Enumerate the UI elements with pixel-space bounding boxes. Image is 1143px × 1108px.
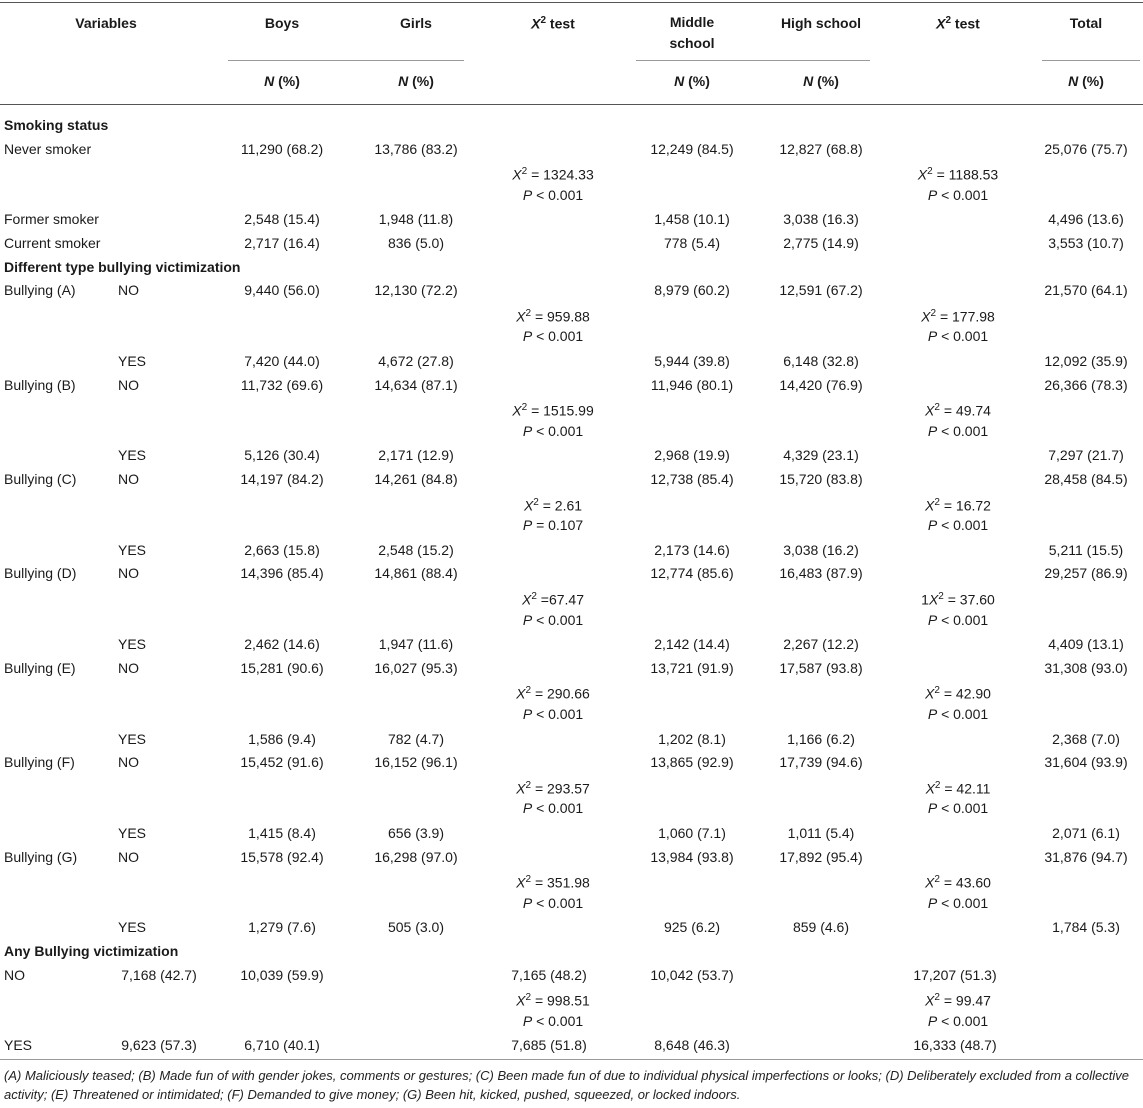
bullying-gender-test-p-value: P = 0.107 — [522, 517, 584, 534]
cell-total: 7,297 (21.7) — [1048, 447, 1124, 464]
cell-middle: 2,173 (14.6) — [654, 541, 730, 558]
bullying-row-yes — [0, 728, 1143, 750]
level-label: YES — [118, 636, 147, 653]
bullying-type-label: Bullying (A) — [4, 282, 76, 299]
cell-total: 2,071 (6.1) — [1052, 825, 1120, 841]
bullying-type-label: Bullying (F) — [4, 754, 75, 771]
smoking-gender-test-chi-square: $X^2 = 1324.33$ — [512, 166, 594, 183]
cell-high: 2,775 (14.9) — [783, 235, 859, 251]
cell-high: 859 (4.6) — [792, 919, 850, 936]
cell-high: 12,827 (68.8) — [779, 140, 863, 157]
bullying-gender-test-p-value: P < 0.001 — [522, 800, 584, 817]
level-label: YES — [118, 541, 147, 558]
smoking-school-test-chi-square: $X^2 = 1188.53$ — [917, 166, 999, 183]
cell-high: 17,739 (94.6) — [779, 754, 863, 771]
cell-high: 3,038 (16.2) — [783, 541, 859, 558]
bullying-row-yes — [0, 539, 1143, 561]
level-label: NO — [118, 565, 139, 582]
cell-girls: 14,861 (88.4) — [374, 565, 458, 582]
sub-rule-total — [1042, 60, 1140, 61]
cell-boys: 15,452 (91.6) — [240, 754, 324, 771]
header-n-high: N (%) — [803, 73, 839, 89]
bullying-school-test-chi-square: $X^2 = 16.72$ — [925, 496, 991, 514]
cell-total: 5,211 (15.5) — [1048, 541, 1124, 558]
cell-girls: 1,947 (11.6) — [378, 636, 454, 653]
smoking-row — [0, 232, 1143, 254]
cell-total: 2,368 (7.0) — [1052, 730, 1120, 747]
cell-girls: 836 (5.0) — [387, 235, 445, 251]
row-label: YES — [4, 1037, 33, 1054]
level-label: NO — [118, 282, 139, 299]
bullying-row-yes — [0, 633, 1143, 655]
any-bullying-test-a-chi-square: $X^2 = 998.51$ — [516, 992, 590, 1009]
cell-total: 31,308 (93.0) — [1044, 659, 1128, 676]
bullying-school-test-chi-square: $X^2 = 42.11$ — [925, 779, 991, 797]
bullying-type-label: Bullying (D) — [4, 565, 77, 582]
level-label: NO — [118, 376, 139, 393]
section-any-bullying-label: Any Bullying victimization — [4, 943, 179, 959]
cell-col4: 8,648 (46.3) — [654, 1037, 730, 1054]
footnote: (A) Maliciously teased; (B) Made fun of with gender jokes, comments or gestures; (C) Been made fun of due to individual physical imperfections or looks; (D) Deliberately excluded from a collective activity; (E) Threatened or intimidated; (F) Demanded to give money; (G) Been hit, kicked, pushed, squeezed, or locked indoors. — [4, 1068, 1130, 1102]
cell-boys: 11,732 (69.6) — [240, 376, 324, 393]
any-bullying-row-no — [0, 964, 1143, 986]
cell-middle: 2,142 (14.4) — [654, 636, 730, 653]
cell-middle: 1,202 (8.1) — [658, 730, 726, 747]
header-high-school: High school — [780, 15, 862, 31]
cell-high: 14,420 (76.9) — [779, 376, 863, 393]
bullying-school-test-p-value: P < 0.001 — [927, 611, 989, 628]
bullying-gender-test-chi-square: $X^2 = 2.61$ — [523, 496, 583, 514]
cell-middle: 11,946 (80.1) — [650, 376, 734, 393]
header-n-boys: N (%) — [264, 73, 300, 89]
cell-high: 12,591 (67.2) — [779, 282, 863, 299]
cell-high: 15,720 (83.8) — [779, 471, 863, 487]
cell-middle: 8,979 (60.2) — [654, 282, 730, 299]
cell-boys: 2,717 (16.4) — [244, 235, 320, 251]
cell-girls: 505 (3.0) — [387, 919, 445, 936]
cell-high: 2,267 (12.2) — [783, 636, 859, 653]
bullying-row-yes — [0, 444, 1143, 466]
cell-total: 25,076 (75.7) — [1044, 140, 1128, 157]
cell-high: 3,038 (16.3) — [783, 211, 859, 228]
bullying-gender-test-p-value: P < 0.001 — [522, 422, 584, 439]
cell-col2: 6,710 (40.1) — [244, 1037, 320, 1054]
row-label: NO — [4, 966, 25, 983]
top-rule — [0, 2, 1143, 3]
cell-girls: 13,786 (83.2) — [374, 140, 458, 157]
cell-middle: 12,774 (85.6) — [650, 565, 734, 582]
cell-girls: 1,948 (11.8) — [378, 211, 454, 228]
row-label: Former smoker — [4, 211, 99, 228]
bullying-type-label: Bullying (E) — [4, 659, 76, 676]
cell-col5: 17,207 (51.3) — [913, 966, 997, 983]
bullying-row-no — [0, 374, 1143, 396]
cell-high: 16,483 (87.9) — [779, 565, 863, 582]
bullying-school-test-p-value: P < 0.001 — [927, 800, 989, 817]
bullying-school-test-chi-square: $X^2 = 49.74$ — [925, 402, 991, 419]
bullying-row-yes — [0, 822, 1143, 844]
cell-total: 4,409 (13.1) — [1048, 636, 1124, 653]
cell-boys: 11,290 (68.2) — [240, 140, 324, 157]
header-total: Total — [1069, 15, 1103, 31]
cell-girls: 14,634 (87.1) — [374, 376, 458, 393]
cell-girls: 16,298 (97.0) — [374, 848, 458, 865]
cell-middle: 13,721 (91.9) — [650, 659, 734, 676]
cell-total: 28,458 (84.5) — [1044, 471, 1128, 487]
cell-boys: 15,578 (92.4) — [240, 848, 324, 865]
smoking-row — [0, 208, 1143, 230]
bullying-row-no — [0, 751, 1143, 773]
cell-boys: 7,420 (44.0) — [244, 353, 320, 369]
cell-boys: 5,126 (30.4) — [244, 447, 320, 464]
header-girls: Girls — [400, 15, 432, 31]
header-boys: Boys — [264, 15, 300, 31]
cell-col5: 16,333 (48.7) — [913, 1037, 997, 1054]
cell-middle: 5,944 (39.8) — [654, 353, 730, 369]
cell-girls: 656 (3.9) — [387, 825, 445, 841]
bullying-gender-test-chi-square: $X^2 = 959.88$ — [516, 307, 590, 325]
header-n-girls: N (%) — [398, 73, 434, 89]
cell-middle: 13,984 (93.8) — [650, 848, 734, 865]
cell-total: 21,570 (64.1) — [1044, 282, 1128, 299]
bullying-row-no — [0, 657, 1143, 679]
bullying-row-no — [0, 846, 1143, 868]
header-x2-test-school: $X^2$ test — [936, 15, 980, 32]
bullying-row-yes — [0, 350, 1143, 372]
smoking-row — [0, 138, 1143, 160]
bullying-school-test-p-value: P < 0.001 — [927, 706, 989, 722]
any-bullying-test-a-p-value: P < 0.001 — [522, 1012, 584, 1029]
cell-boys: 1,415 (8.4) — [248, 825, 316, 841]
sub-rule-gender — [228, 60, 464, 61]
cell-middle: 925 (6.2) — [663, 919, 721, 936]
cell-girls: 4,672 (27.8) — [378, 353, 454, 369]
level-label: YES — [118, 447, 147, 464]
level-label: YES — [118, 919, 147, 936]
cell-total: 4,496 (13.6) — [1048, 211, 1124, 228]
cell-middle: 13,865 (92.9) — [650, 754, 734, 771]
smoking-school-test-p-value: P < 0.001 — [927, 186, 989, 203]
cell-girls: 16,152 (96.1) — [374, 754, 458, 771]
bullying-gender-test-p-value: P < 0.001 — [522, 894, 584, 911]
smoking-gender-test-p-value: P < 0.001 — [522, 186, 584, 203]
cell-middle: 778 (5.4) — [663, 235, 721, 251]
level-label: YES — [118, 825, 147, 841]
cell-girls: 2,171 (12.9) — [378, 447, 454, 464]
cell-total: 3,553 (10.7) — [1048, 235, 1124, 251]
cell-boys: 14,197 (84.2) — [240, 471, 324, 487]
bullying-gender-test-chi-square: $X^2 = 1515.99$ — [512, 402, 594, 419]
level-label: NO — [118, 471, 139, 487]
cell-total: 29,257 (86.9) — [1044, 565, 1128, 582]
level-label: NO — [118, 659, 139, 676]
section-smoking-status-label: Smoking status — [4, 117, 109, 133]
section-any-bullying — [0, 940, 1143, 962]
cell-middle: 12,738 (85.4) — [650, 471, 734, 487]
level-label: NO — [118, 754, 139, 771]
cell-girls: 14,261 (84.8) — [374, 471, 458, 487]
cell-boys: 14,396 (85.4) — [240, 565, 324, 582]
bullying-gender-test-p-value: P < 0.001 — [522, 328, 584, 345]
row-label: Current smoker — [4, 235, 101, 251]
bullying-school-test-chi-square: $X^2 = 42.90$ — [925, 685, 991, 703]
any-bullying-test-b-p-value: P < 0.001 — [927, 1012, 989, 1029]
cell-girls: 16,027 (95.3) — [374, 659, 458, 676]
cell-col2: 10,039 (59.9) — [240, 966, 324, 983]
bullying-school-test-chi-square: $X^2 = 177.98$ — [921, 307, 995, 325]
cell-total: 12,092 (35.9) — [1044, 353, 1128, 369]
cell-middle: 1,458 (10.1) — [654, 211, 730, 228]
section-bullying-types-label: Different type bullying victimization — [4, 258, 241, 275]
header-middle-school: Middle school — [669, 14, 715, 51]
header-x2-test-gender: $X^2$ test — [531, 15, 575, 32]
cell-high: 4,329 (23.1) — [783, 447, 859, 464]
bullying-gender-test-p-value: P < 0.001 — [522, 706, 584, 722]
cell-col3: 7,685 (51.8) — [511, 1037, 587, 1054]
bullying-gender-test-chi-square: $X^2 = 351.98$ — [516, 874, 590, 891]
bullying-gender-test-chi-square: $X^2 =67.47$ — [521, 591, 584, 608]
bullying-school-test-p-value: P < 0.001 — [927, 328, 989, 345]
cell-high: 6,148 (32.8) — [783, 353, 859, 369]
bullying-row-yes — [0, 916, 1143, 938]
any-bullying-test-b-chi-square: $X^2 = 99.47$ — [925, 992, 991, 1009]
cell-boys: 2,548 (15.4) — [244, 211, 320, 228]
cell-boys: 9,440 (56.0) — [244, 282, 320, 299]
bullying-school-test-p-value: P < 0.001 — [927, 517, 989, 534]
cell-col3: 7,165 (48.2) — [511, 966, 587, 983]
bullying-type-label: Bullying (G) — [4, 848, 78, 865]
cell-high: 1,011 (5.4) — [787, 825, 855, 841]
cell-total: 31,876 (94.7) — [1044, 848, 1128, 865]
section-smoking-status — [0, 114, 1143, 136]
bullying-gender-test-chi-square: $X^2 = 290.66$ — [516, 685, 590, 703]
header-variables: Variables — [75, 15, 137, 31]
header-n-middle: N (%) — [674, 73, 710, 89]
cell-boys: 1,279 (7.6) — [248, 919, 316, 936]
bullying-row-no — [0, 279, 1143, 301]
cell-girls: 12,130 (72.2) — [374, 282, 458, 299]
level-label: YES — [118, 730, 147, 747]
cell-total: 1,784 (5.3) — [1052, 919, 1120, 936]
cell-middle: 2,968 (19.9) — [654, 447, 730, 464]
bullying-gender-test-p-value: P < 0.001 — [522, 611, 584, 628]
bullying-school-test-p-value: P < 0.001 — [927, 422, 989, 439]
cell-col1: 7,168 (42.7) — [121, 966, 197, 983]
cell-high: 17,892 (95.4) — [779, 848, 863, 865]
header-bottom-rule — [0, 104, 1143, 105]
cell-middle: 1,060 (7.1) — [658, 825, 726, 841]
cell-high: 17,587 (93.8) — [779, 659, 863, 676]
bullying-school-test-chi-square: $1X^2 = 37.60$ — [921, 591, 995, 608]
cell-boys: 2,462 (14.6) — [244, 636, 320, 653]
header-n-total: N (%) — [1068, 73, 1104, 89]
bullying-row-no — [0, 468, 1143, 490]
cell-boys: 15,281 (90.6) — [240, 659, 324, 676]
cell-girls: 2,548 (15.2) — [378, 541, 454, 558]
cell-high: 1,166 (6.2) — [787, 730, 855, 747]
cell-col4: 10,042 (53.7) — [650, 966, 734, 983]
bullying-school-test-chi-square: $X^2 = 43.60$ — [925, 874, 991, 891]
any-bullying-row-yes — [0, 1034, 1143, 1056]
bullying-gender-test-chi-square: $X^2 = 293.57$ — [516, 779, 590, 797]
cell-total: 26,366 (78.3) — [1044, 376, 1128, 393]
level-label: YES — [118, 353, 147, 369]
cell-middle: 12,249 (84.5) — [650, 140, 734, 157]
cell-boys: 2,663 (15.8) — [244, 541, 320, 558]
bullying-row-no — [0, 562, 1143, 584]
row-label: Never smoker — [4, 140, 92, 157]
bullying-type-label: Bullying (B) — [4, 376, 76, 393]
bullying-type-label: Bullying (C) — [4, 471, 77, 487]
cell-boys: 1,586 (9.4) — [248, 730, 316, 747]
bottom-rule — [0, 1059, 1143, 1060]
level-label: NO — [118, 848, 139, 865]
cell-girls: 782 (4.7) — [387, 730, 445, 747]
cell-total: 31,604 (93.9) — [1044, 754, 1128, 771]
section-bullying-types — [0, 256, 1143, 278]
cell-col1: 9,623 (57.3) — [121, 1037, 197, 1054]
sub-rule-school — [636, 60, 870, 61]
bullying-school-test-p-value: P < 0.001 — [927, 894, 989, 911]
